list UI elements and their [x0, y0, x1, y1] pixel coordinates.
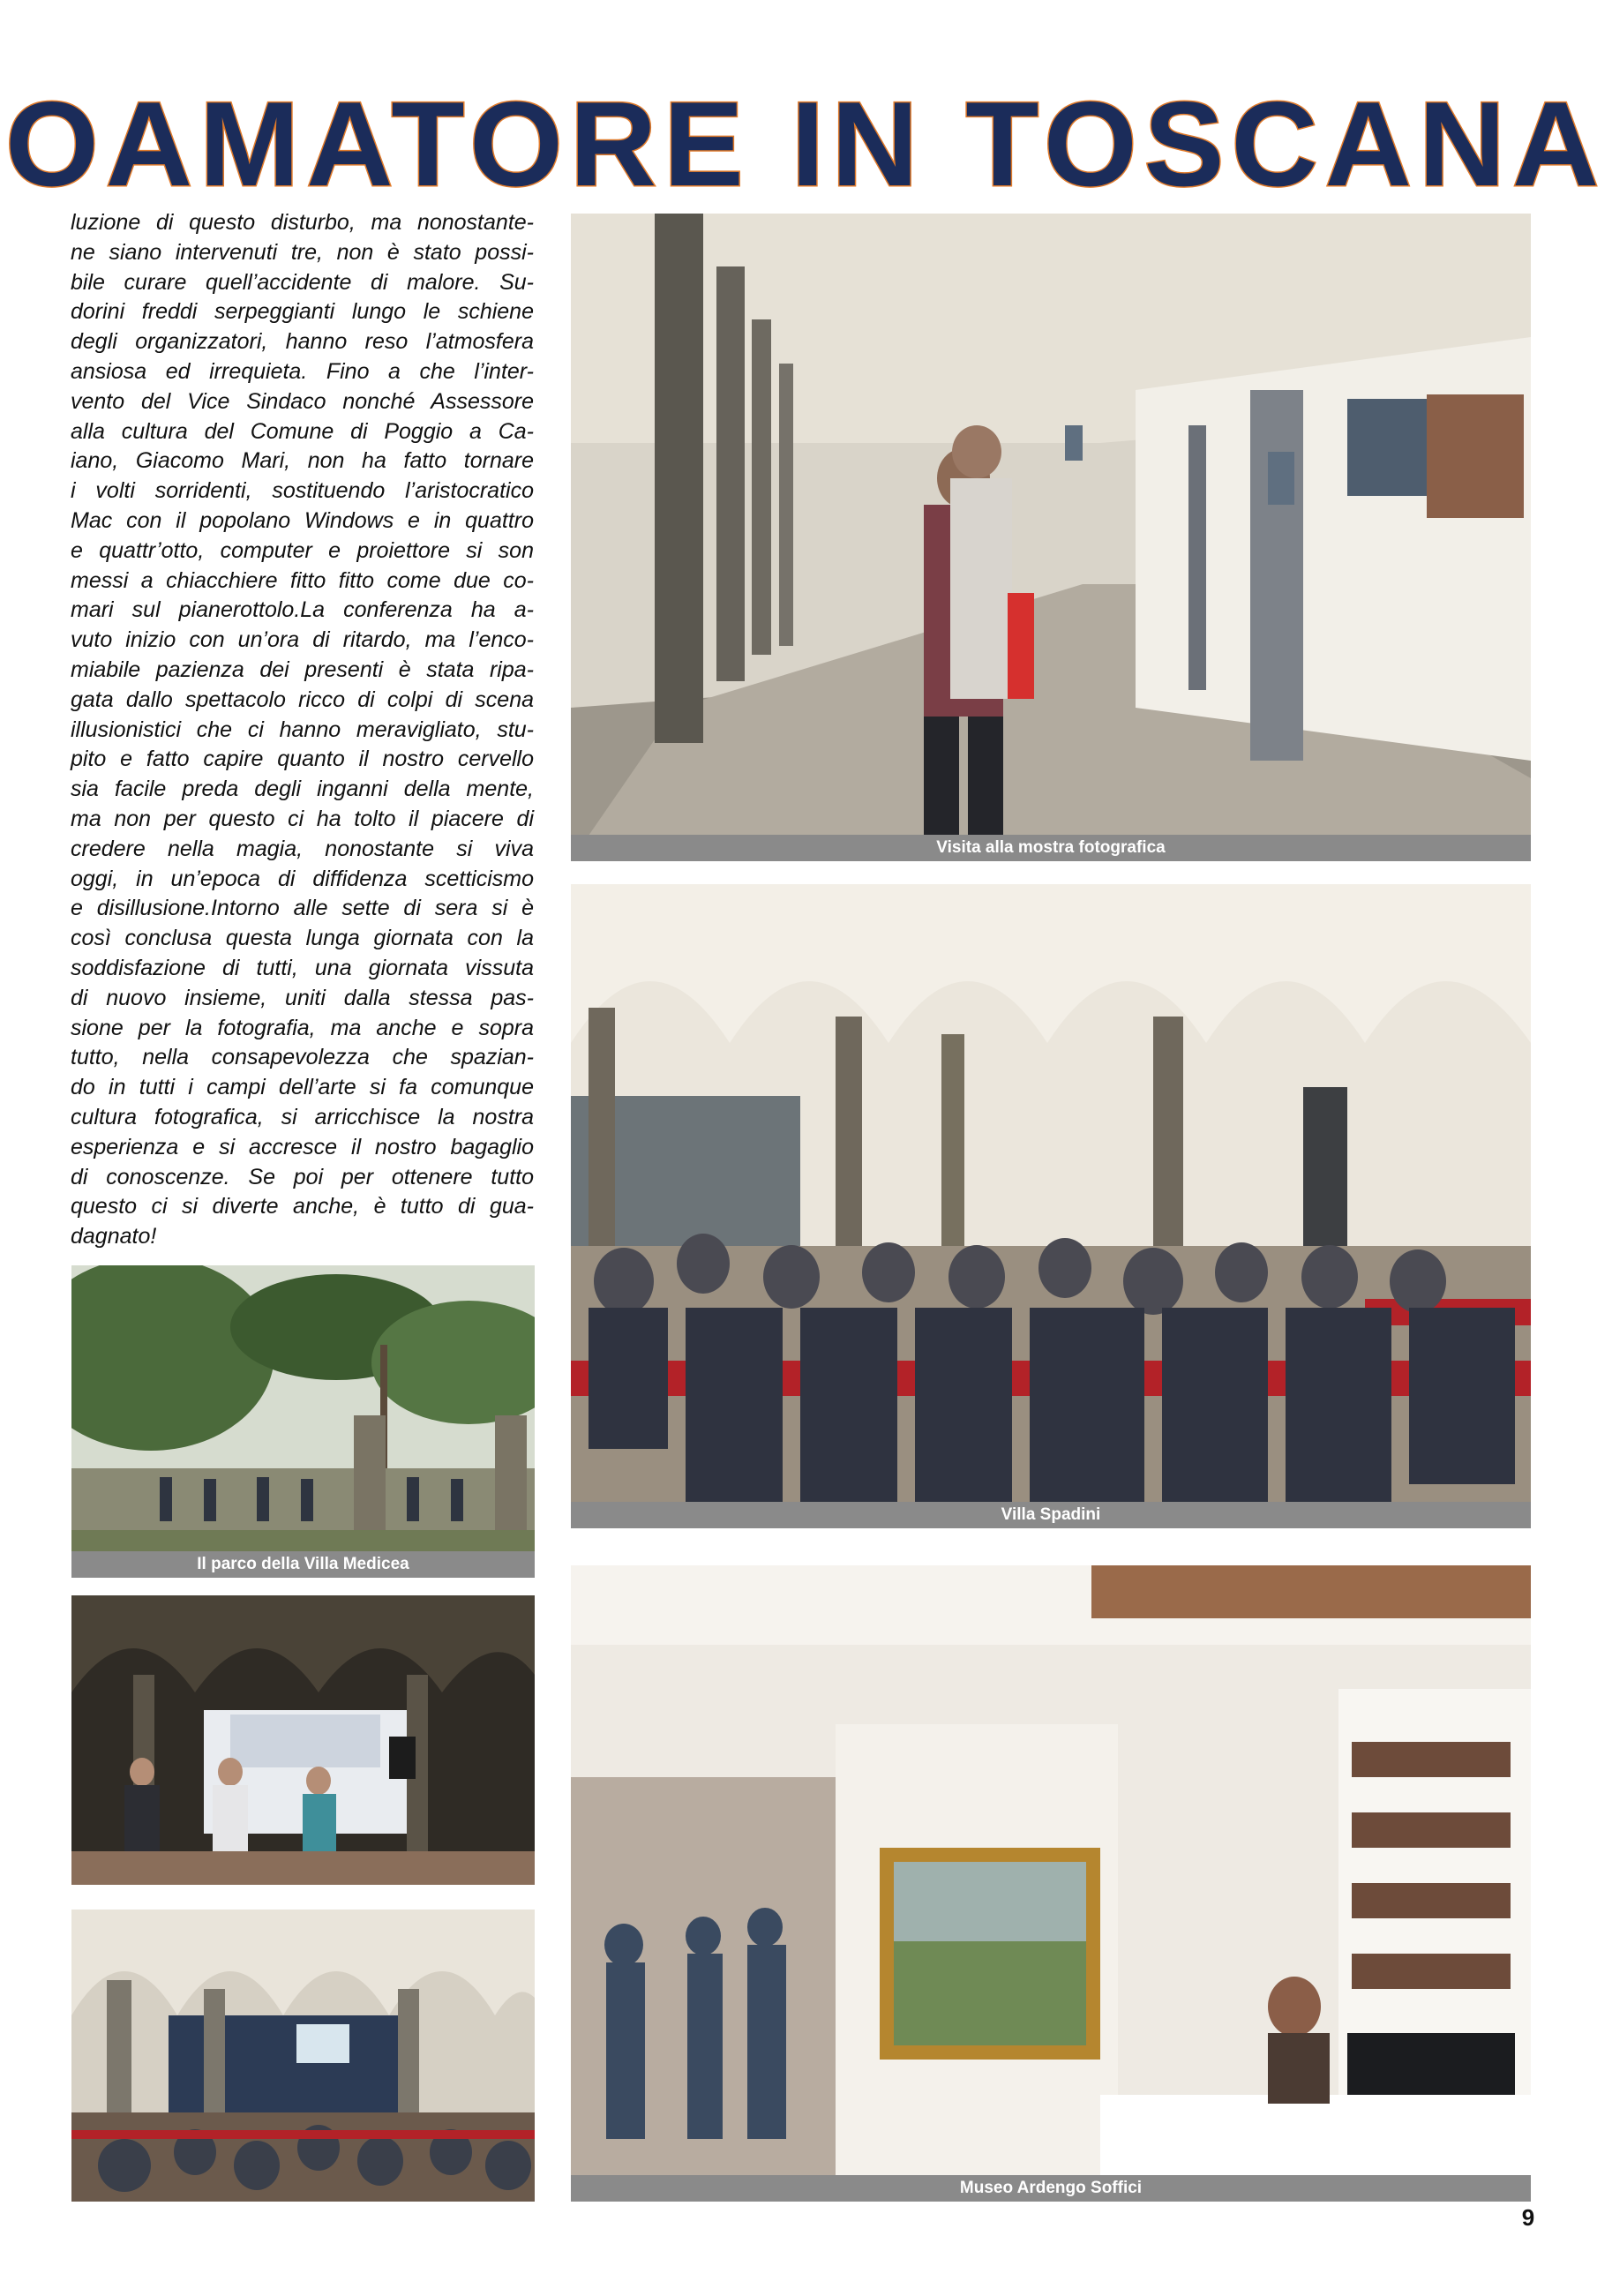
article-line: oggi, in un’epoca di diffidenza scetticismo: [71, 866, 534, 891]
article-line: questo ci si diverte anche, è tutto di gua-: [71, 1194, 534, 1219]
article-line: alla cultura del Comune di Poggio a Ca-: [71, 418, 534, 444]
caption-villa-spadini: Villa Spadini: [571, 1502, 1531, 1528]
article-line: così conclusa questa lunga giornata con la: [71, 926, 534, 951]
article-line: iano, Giacomo Mari, non ha fatto tornare: [71, 448, 534, 474]
article-line: esperienza e si accresce il nostro bagaglio: [71, 1134, 534, 1159]
article-line: vuto inizio con un’ora di ritardo, ma l’enco-: [71, 627, 534, 653]
photo-conference-speakers: [71, 1595, 535, 1885]
caption-museum: Museo Ardengo Soffici: [571, 2175, 1531, 2202]
article-line: mari sul pianerottolo.La conferenza ha a-: [71, 597, 534, 623]
photo-villa-spadini: [571, 884, 1531, 1528]
caption-park: Il parco della Villa Medicea: [71, 1551, 535, 1578]
article-line: miabile pazienza dei presenti è stata ripa-: [71, 657, 534, 682]
article-line: soddisfazione di tutti, una giornata vissuta: [71, 955, 534, 980]
photo-exhibition-visit: [571, 214, 1531, 861]
article-line: gata dallo spettacolo ricco di colpi di scena: [71, 687, 534, 712]
article-line: dorini freddi serpeggianti lungo le schiene: [71, 299, 534, 325]
article-line: bile curare quell’accidente di malore. Su-: [71, 269, 534, 295]
exhibition-photo-illustration: [571, 214, 1531, 861]
article-line: e quattr’otto, computer e proiettore si son: [71, 537, 534, 563]
museum-photo-illustration: [571, 1565, 1531, 2202]
article-line: i volti sorridenti, sostituendo l’aristocratico: [71, 478, 534, 504]
article-line: messi a chiacchiere fitto fitto come due co-: [71, 567, 534, 593]
speakers-photo-illustration: [71, 1595, 535, 1885]
photo-villa-medicea-park: [71, 1265, 535, 1578]
villa-spadini-photo-illustration: [571, 884, 1531, 1528]
article-line: ne siano intervenuti tre, non è stato possi-: [71, 239, 534, 265]
article-line: pito e fatto capire quanto il nostro cervello: [71, 747, 534, 772]
article-body: [71, 208, 534, 1252]
page-headline: OAMATORE IN TOSCANA: [5, 77, 1607, 211]
article-line: cultura fotografica, si arricchisce la nostra: [71, 1104, 534, 1129]
article-line: tutto, nella consapevolezza che spazian-: [71, 1045, 534, 1070]
article-line: degli organizzatori, hanno reso l’atmosfera: [71, 329, 534, 355]
article-line: dagnato!: [71, 1224, 157, 1249]
article-line: sione per la fotografia, ma anche e sopra: [71, 1015, 534, 1040]
park-photo-illustration: [71, 1265, 535, 1578]
article-line: ma non per questo ci ha tolto il piacere di: [71, 806, 534, 831]
caption-exhibition: Visita alla mostra fotografica: [571, 835, 1531, 861]
article-line: credere nella magia, nonostante si viva: [71, 836, 534, 861]
article-line: ansiosa ed irrequieta. Fino a che l’inter-: [71, 358, 534, 384]
article-line: Mac con il popolano Windows e in quattro: [71, 507, 534, 533]
article-line: illusionistici che ci hanno meravigliato, stu-: [71, 717, 534, 742]
article-line: luzione di questo disturbo, ma nonostante-: [71, 210, 534, 235]
article-line: vento del Vice Sindaco nonché Assessore: [71, 388, 534, 414]
photo-conference-audience: [71, 1910, 535, 2202]
photo-museo-ardengo-soffici: [571, 1565, 1531, 2202]
article-line: sia facile preda degli inganni della mente,: [71, 777, 534, 802]
article-line: di conoscenze. Se poi per ottenere tutto: [71, 1164, 534, 1189]
article-line: do in tutti i campi dell’arte si fa comunque: [71, 1075, 534, 1100]
article-line: e disillusione.Intorno alle sette di sera si è: [71, 896, 534, 921]
audience-photo-illustration: [71, 1910, 535, 2202]
page-number: 9: [1521, 2204, 1535, 2231]
article-line: di nuovo insieme, uniti dalla stessa pas-: [71, 985, 534, 1010]
